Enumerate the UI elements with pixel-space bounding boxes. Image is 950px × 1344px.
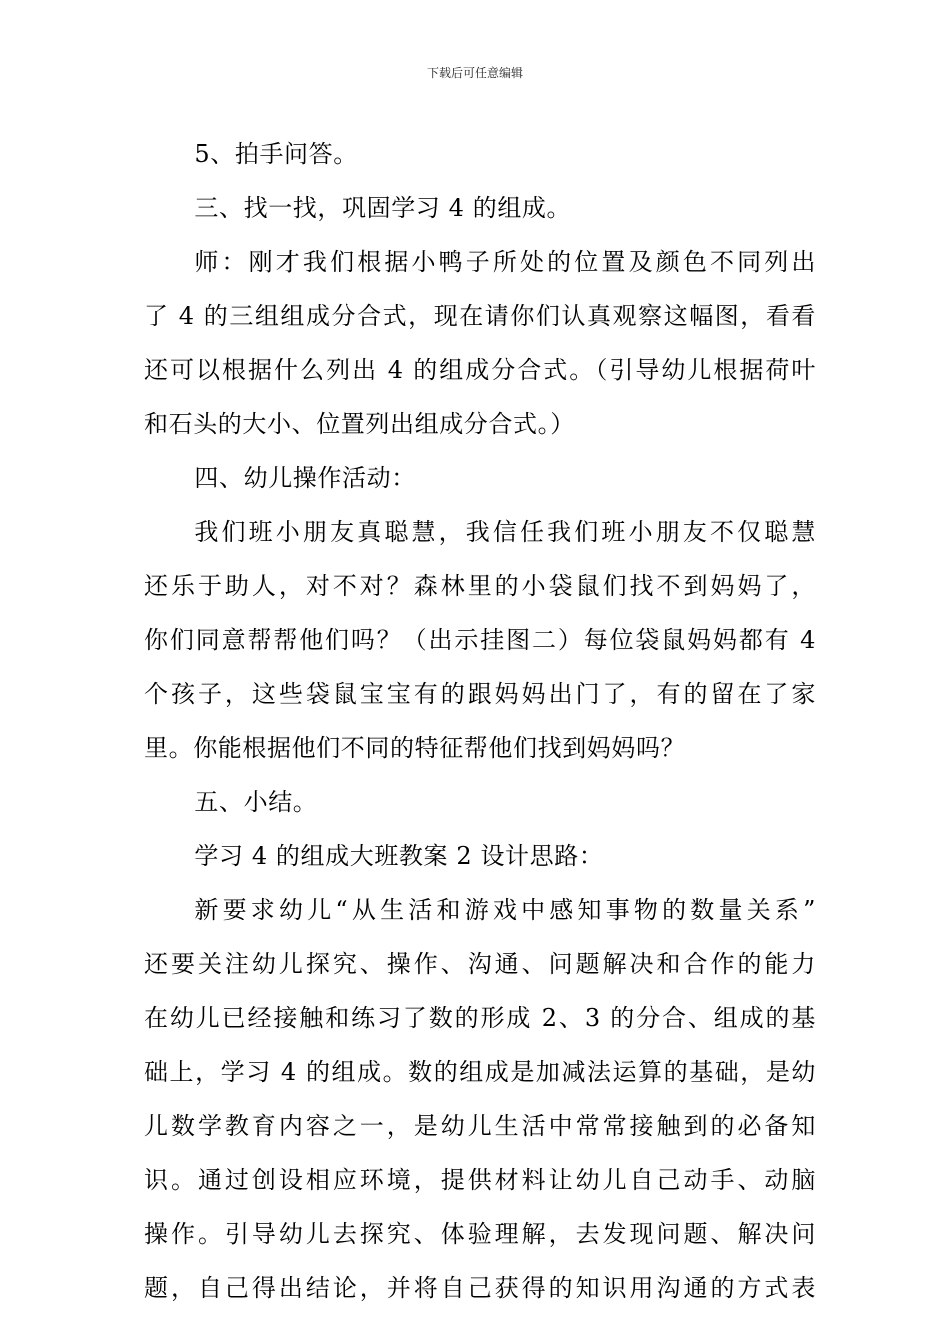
text-line: 础上，学习 4 的组成。数的组成是加减法运算的基础，是幼 [144,1058,816,1086]
text-line: 识。通过创设相应环境，提供材料让幼儿自己动手、动脑 [144,1166,816,1194]
text-line: 我们班小朋友真聪慧，我信任我们班小朋友不仅聪慧 [194,518,816,546]
text-line: 五、小结。 [194,788,318,816]
document-body [144,127,816,1315]
paragraph [144,181,816,235]
text-line: 师：刚才我们根据小鸭子所处的位置及颜色不同列出 [194,248,816,276]
text-line: 和石头的大小、位置列出组成分合式。） [144,410,575,438]
text-line: 学习 4 的组成大班教案 2 设计思路： [194,842,604,870]
paragraph [144,127,816,181]
text-line: 四、幼儿操作活动： [194,464,416,492]
paragraph [144,451,816,505]
text-line: 了 4 的三组组成分合式，现在请你们认真观察这幅图，看看 [144,302,816,330]
text-line: 里。你能根据他们不同的特征帮他们找到妈妈吗？ [144,734,686,762]
text-line: 还乐于助人，对不对？森林里的小袋鼠们找不到妈妈了， [144,572,816,600]
text-line: 在幼儿已经接触和练习了数的形成 2、3 的分合、组成的基 [144,1004,816,1032]
text-line: 还要关注幼儿探究、操作、沟通、问题解决和合作的能力 [144,950,816,978]
paragraph [144,829,816,883]
text-line: 新要求幼儿“从生活和游戏中感知事物的数量关系” [194,896,816,924]
text-line: 个孩子，这些袋鼠宝宝有的跟妈妈出门了，有的留在了家 [144,680,816,708]
text-line: 你们同意帮帮他们吗？（出示挂图二）每位袋鼠妈妈都有 4 [144,626,816,654]
page-header-note: 下载后可任意编辑 [426,66,523,80]
paragraph [144,505,816,775]
text-line: 操作。引导幼儿去探究、体验理解，去发现问题、解决问 [144,1220,816,1248]
text-line: 题，自己得出结论，并将自己获得的知识用沟通的方式表 [144,1274,816,1302]
text-line: 还可以根据什么列出 4 的组成分合式。（引导幼儿根据荷叶 [144,356,816,384]
text-line: 5、拍手问答。 [194,140,358,168]
paragraph [144,235,816,451]
text-line: 儿数学教育内容之一，是幼儿生活中常常接触到的必备知 [144,1112,816,1140]
paragraph [144,775,816,829]
paragraph [144,883,816,1315]
text-line: 三、找一找，巩固学习 4 的组成。 [194,194,572,222]
